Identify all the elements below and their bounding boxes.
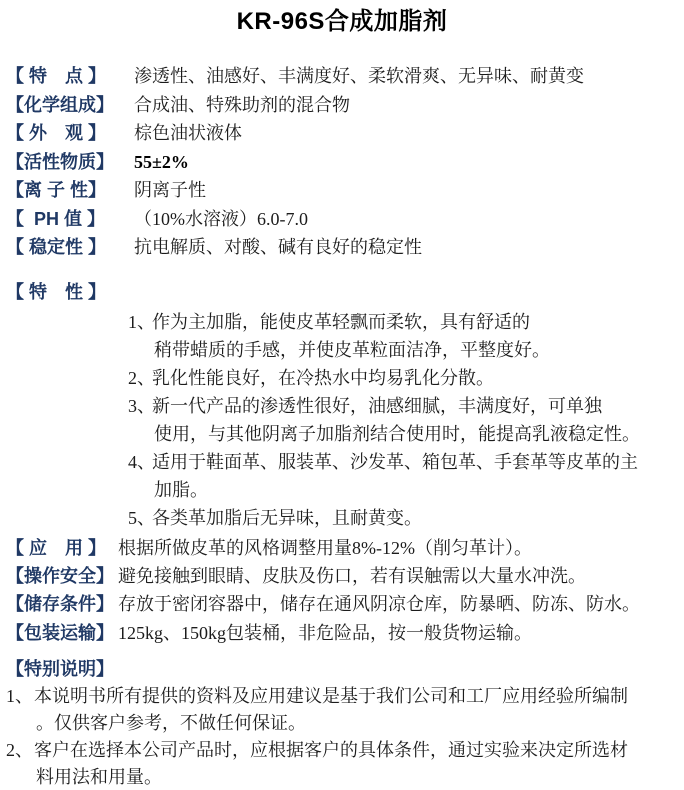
special-note-item xyxy=(6,683,678,737)
feature-text: 新一代产品的渗透性很好，油感细腻，丰满度好，可单独 xyxy=(152,395,602,416)
special-note-text: 料用法和用量。 xyxy=(36,766,162,787)
feature-text: 使用，与其他阴离子加脂剂结合使用时，能提高乳液稳定性。 xyxy=(154,423,640,444)
spec-row-appearance xyxy=(6,119,678,148)
usage-label: 【 应 用 】 xyxy=(6,537,107,558)
special-note-text: 。仅供客户参考，不做任何保证。 xyxy=(36,712,306,733)
usage-row-packaging-transport xyxy=(6,619,678,647)
list-number: 2、 xyxy=(6,739,33,760)
list-number: 1、 xyxy=(6,686,33,707)
list-number: 3、 xyxy=(128,395,155,416)
spec-row-ionic-character xyxy=(6,176,678,205)
spec-row-stability xyxy=(6,233,678,262)
spec-row-chemical-composition xyxy=(6,91,678,120)
special-note-text: 本说明书所有提供的资料及应用建议是基于我们公司和工厂应用经验所编制 xyxy=(34,686,628,707)
spec-label: 【 稳定性 】 xyxy=(6,237,107,257)
features-header: 【 特 性 】 xyxy=(6,281,107,302)
usage-label: 【操作安全】 xyxy=(6,565,114,586)
feature-item xyxy=(128,448,678,504)
special-note-item xyxy=(6,737,678,790)
list-number: 4、 xyxy=(128,451,155,472)
feature-text: 加脂。 xyxy=(154,479,208,500)
spec-row-active-content xyxy=(6,148,678,177)
special-notes-section xyxy=(6,656,678,790)
list-number: 1、 xyxy=(128,311,155,332)
spec-label: 【化学组成】 xyxy=(6,94,114,115)
special-notes-header: 【特别说明】 xyxy=(6,659,114,680)
feature-text: 稍带蜡质的手感，并使皮革粒面洁净，平整度好。 xyxy=(154,339,550,360)
feature-item xyxy=(128,364,678,392)
spec-row-characteristics xyxy=(6,62,678,91)
usage-text: 125kg、150kg包装桶，非危险品，按一般货物运输。 xyxy=(118,622,532,643)
usage-row-storage-conditions xyxy=(6,590,678,618)
feature-text: 乳化性能良好，在冷热水中均易乳化分散。 xyxy=(152,367,494,388)
feature-text: 适用于鞋面革、服装革、沙发革、箱包革、手套革等皮革的主 xyxy=(152,451,638,472)
usage-label: 【包装运输】 xyxy=(6,622,114,643)
special-note-text: 客户在选择本公司产品时，应根据客户的具体条件，通过实验来决定所选材 xyxy=(34,739,628,760)
list-number: 2、 xyxy=(128,367,155,388)
page-title: KR-96S合成加脂剂 xyxy=(236,8,448,35)
feature-item xyxy=(128,504,678,532)
feature-text: 各类革加脂后无异味，且耐黄变。 xyxy=(152,507,422,528)
usage-label: 【储存条件】 xyxy=(6,594,114,615)
feature-item xyxy=(128,392,678,448)
spec-label: 【 PH 值 】 xyxy=(6,208,106,229)
spec-label: 【离 子 性】 xyxy=(6,180,107,200)
usage-row-operation-safety xyxy=(6,562,678,590)
spec-value-active-content: 55±2% xyxy=(134,151,189,172)
usage-text: 根据所做皮革的风格调整用量8%-12%（削匀革计）。 xyxy=(118,537,532,558)
features-list xyxy=(6,308,678,532)
spec-label: 【 外 观 】 xyxy=(6,123,107,143)
feature-item xyxy=(128,308,678,364)
spec-value: 阴离子性 xyxy=(134,180,206,200)
usage-section xyxy=(6,534,678,648)
usage-row-application xyxy=(6,534,678,562)
usage-text: 存放于密闭容器中，储存在通风阴凉仓库，防暴晒、防冻、防水。 xyxy=(118,594,640,615)
features-section xyxy=(6,278,678,532)
spec-row-ph-value xyxy=(6,205,678,234)
spec-label: 【活性物质】 xyxy=(6,151,114,172)
spec-value: 抗电解质、对酸、碱有良好的稳定性 xyxy=(134,237,422,257)
feature-text: 作为主加脂，能使皮革轻飘而柔软，具有舒适的 xyxy=(152,311,530,332)
spec-value: 棕色油状液体 xyxy=(134,123,242,143)
spec-value: （10%水溶液）6.0-7.0 xyxy=(134,208,308,229)
usage-text: 避免接触到眼睛、皮肤及伤口，若有误触需以大量水冲洗。 xyxy=(118,565,586,586)
list-number: 5、 xyxy=(128,507,155,528)
spec-list xyxy=(6,62,678,262)
spec-value: 合成油、特殊助剂的混合物 xyxy=(134,94,350,115)
spec-value: 渗透性、油感好、丰满度好、柔软滑爽、无异味、耐黄变 xyxy=(134,66,584,86)
spec-label: 【 特 点 】 xyxy=(6,66,107,86)
